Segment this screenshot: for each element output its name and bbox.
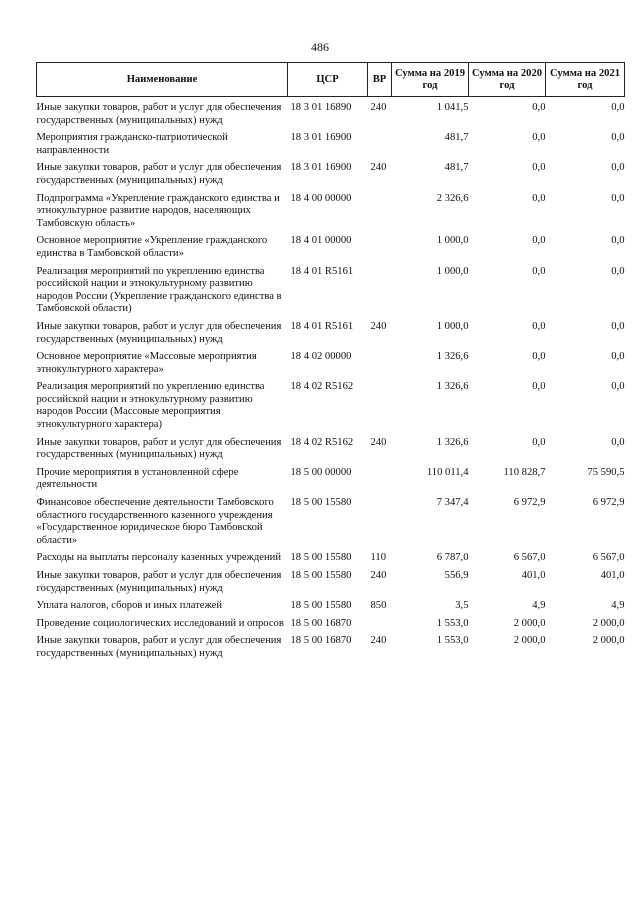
row-2019: 481,7 [444,132,469,144]
row-csr: 18 5 00 15580 [290,497,352,509]
row-2019: 1 000,0 [436,235,469,247]
row-2021: 2 000,0 [592,635,625,647]
row-name: Финансовое обеспечение деятельности Тамбовского областного государственного казенного учреждения «Государственное юридическое бюро Тамбовской области» [36,497,274,546]
row-name: Основное мероприятие «Массовые мероприятия этнокультурного характера» [36,351,257,375]
row-csr: 18 5 00 15580 [290,600,352,612]
row-2019: 2 326,6 [436,192,469,204]
row-2021: 0,0 [611,320,625,332]
row-2021: 0,0 [611,436,625,448]
row-name: Иные закупки товаров, работ и услуг для обеспечения государственных (муниципальных) нужд [36,436,282,461]
row-csr: 18 5 00 15580 [290,552,352,564]
row-name: Прочие мероприятия в установленной сфере деятельности [36,466,239,491]
table-row [37,97,625,133]
row-2021: 6 567,0 [592,552,625,564]
row-csr: 18 4 01 00000 [290,235,352,247]
table-row [37,635,625,665]
row-csr: 18 5 00 16870 [290,617,352,629]
row-vr [368,266,392,321]
row-2020: 6 972,9 [513,497,546,509]
table-row [37,266,625,321]
row-vr [368,618,392,636]
row-name: Иные закупки товаров, работ и услуг для обеспечения государственных (муниципальных) нужд [36,320,282,345]
row-name: Проведение социологических исследований и опросов [36,617,284,629]
row-vr: 240 [370,570,387,581]
row-vr: 240 [370,436,387,448]
table-row [37,570,625,600]
row-2021: 0,0 [611,192,625,204]
row-csr: 18 4 02 00000 [290,351,352,363]
row-2019: 7 347,4 [436,497,469,509]
row-csr: 18 5 00 16870 [290,635,352,647]
row-2020: 6 567,0 [513,552,546,564]
row-2020: 2 000,0 [513,635,546,647]
row-vr: 240 [370,320,387,332]
row-2019: 1 326,6 [436,436,469,448]
page-number: 486 [311,40,329,54]
row-2021: 401,0 [600,570,625,581]
row-vr [368,381,392,436]
row-2020: 0,0 [532,351,546,363]
header-2020: Сумма на 2020 год [469,63,546,97]
row-csr: 18 3 01 16900 [290,132,352,144]
row-csr: 18 4 00 00000 [290,192,352,204]
row-2020: 4,9 [532,600,546,612]
row-csr: 18 4 01 R5161 [290,265,354,277]
row-2021: 0,0 [611,265,625,277]
table-row [37,437,625,467]
row-2020: 0,0 [532,162,546,174]
row-2021: 2 000,0 [592,617,625,629]
row-name: Расходы на выплаты персоналу казенных учреждений [36,552,281,564]
row-vr: 850 [370,600,387,612]
table-row [37,381,625,436]
table-row [37,618,625,636]
row-2019: 481,7 [444,162,469,174]
row-vr [368,193,392,236]
row-name: Реализация мероприятий по укреплению единства российской нации и этнокультурному развитию народов России (Укрепление гражданского единства в Тамбовской области) [36,265,282,315]
table-row [37,552,625,570]
row-2019: 6 787,0 [436,552,469,564]
table-row [37,497,625,552]
row-vr: 110 [370,552,386,564]
row-csr: 18 4 01 R5161 [290,320,354,332]
table-row [37,193,625,236]
row-2020: 0,0 [532,132,546,144]
row-vr [368,467,392,497]
row-name: Иные закупки товаров, работ и услуг для обеспечения государственных (муниципальных) нужд [36,162,282,186]
header-vr: ВР [368,63,392,97]
row-2019: 3,5 [455,600,469,612]
row-vr: 240 [370,162,387,174]
row-name: Подпрограмма «Укрепление гражданского единства и этнокультурное развитие народов, населяющих Тамбовскую область» [36,192,280,229]
table-row [37,235,625,265]
row-csr: 18 3 01 16890 [290,102,352,113]
row-2019: 1 041,5 [436,102,469,113]
row-2019: 1 553,0 [436,617,469,629]
row-vr [368,235,392,265]
header-name: Наименование [37,63,288,97]
row-csr: 18 3 01 16900 [290,162,352,174]
row-csr: 18 4 02 R5162 [290,381,354,393]
row-2021: 75 590,5 [587,466,625,478]
table-row [37,321,625,351]
row-vr: 240 [370,635,387,647]
header-csr: ЦСР [288,63,368,97]
row-vr [368,132,392,162]
row-name: Иные закупки товаров, работ и услуг для обеспечения государственных (муниципальных) нужд [36,102,282,126]
budget-table [36,62,625,666]
row-2019: 1 000,0 [436,265,469,277]
row-name: Иные закупки товаров, работ и услуг для обеспечения государственных (муниципальных) нужд [36,570,282,594]
row-2021: 0,0 [611,381,625,393]
table-row [37,600,625,618]
row-csr: 18 5 00 00000 [290,466,352,478]
row-2019: 1 553,0 [436,635,469,647]
row-name: Основное мероприятие «Укрепление гражданского единства в Тамбовской области» [36,235,268,259]
row-2019: 110 011,4 [426,466,469,478]
row-2021: 6 972,9 [592,497,625,509]
row-2021: 0,0 [611,132,625,144]
row-name: Уплата налогов, сборов и иных платежей [36,600,223,612]
table-row [37,132,625,162]
row-2021: 0,0 [611,351,625,363]
table-header [37,63,625,97]
row-2020: 2 000,0 [513,617,546,629]
row-2020: 401,0 [521,570,546,581]
header-2021: Сумма на 2021 год [546,63,625,97]
row-2020: 0,0 [532,436,546,448]
header-2019: Сумма на 2019 год [392,63,469,97]
row-2020: 0,0 [532,320,546,332]
row-2019: 1 326,6 [436,351,469,363]
row-name: Реализация мероприятий по укреплению единства российской нации и этнокультурному развитию народов России (Массовые мероприятия этнокультурного характера) [36,381,265,431]
row-2021: 0,0 [611,102,625,113]
row-2021: 4,9 [611,600,625,612]
row-name: Иные закупки товаров, работ и услуг для обеспечения государственных (муниципальных) нужд [36,635,282,659]
row-2019: 1 000,0 [436,320,469,332]
row-2020: 0,0 [532,235,546,247]
row-csr: 18 5 00 15580 [290,570,352,581]
row-2020: 110 828,7 [503,466,546,478]
row-2020: 0,0 [532,265,546,277]
row-2020: 0,0 [532,381,546,393]
table-row [37,162,625,192]
row-2019: 1 326,6 [436,381,469,393]
row-2019: 556,9 [444,570,469,581]
row-2021: 0,0 [611,162,625,174]
row-name: Мероприятия гражданско-патриотической направленности [36,132,228,156]
row-2020: 0,0 [532,102,546,113]
row-vr [368,497,392,552]
row-2021: 0,0 [611,235,625,247]
row-vr [368,351,392,381]
table-body [37,97,625,666]
row-2020: 0,0 [532,192,546,204]
table-row [37,467,625,497]
row-vr: 240 [370,102,387,113]
table-row [37,351,625,381]
row-csr: 18 4 02 R5162 [290,436,354,448]
